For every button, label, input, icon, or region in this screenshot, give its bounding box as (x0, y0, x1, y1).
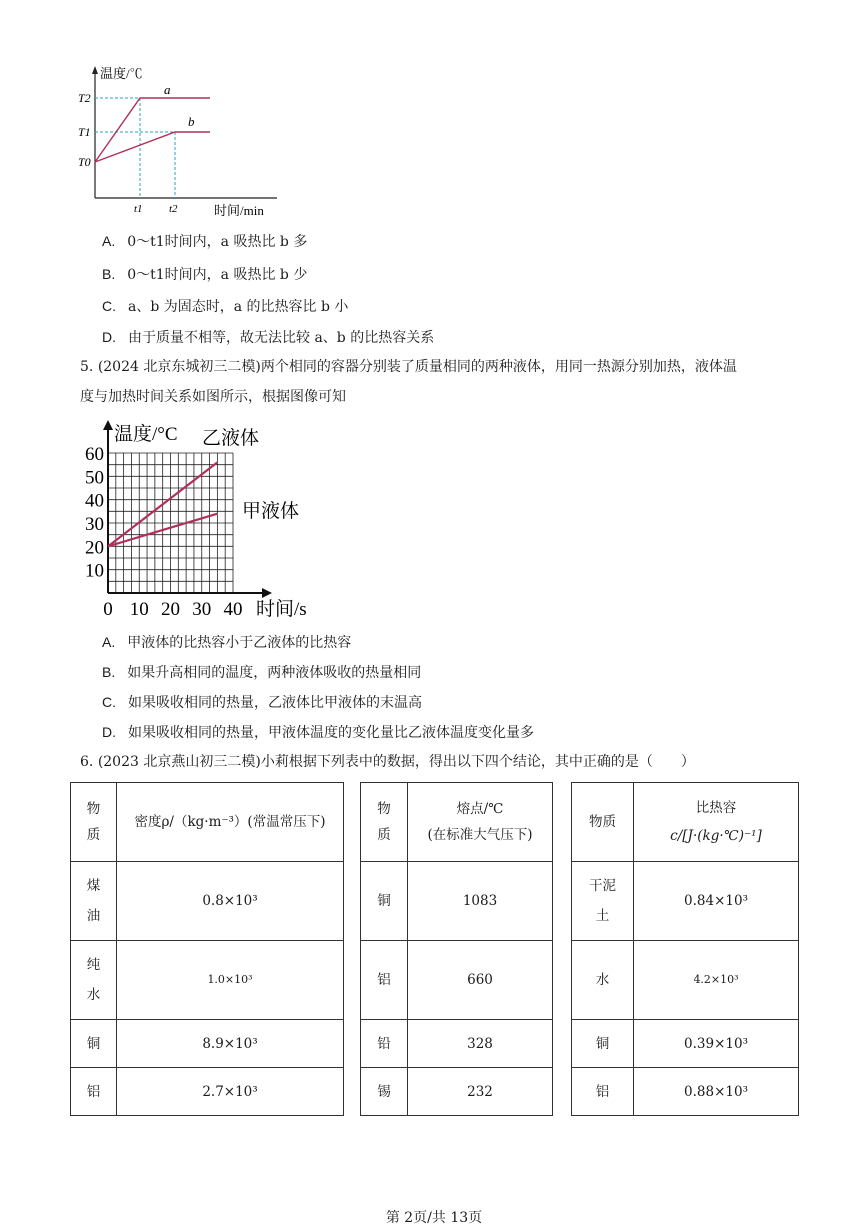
melting-value: 1083 (408, 862, 553, 941)
x-tick-label: 20 (161, 599, 180, 620)
specific-heat-value: 0.39×10³ (634, 1020, 799, 1068)
x-tick-label: 40 (223, 599, 243, 620)
y-axis-arrow (103, 420, 113, 430)
option-text: 由于质量不相等，故无法比较 a、b 的比热容关系 (128, 330, 435, 346)
y-tick-label: 40 (85, 490, 104, 512)
option-label: B. (102, 664, 116, 680)
header-density: 密度ρ/（kg·m⁻³）(常温常压下) (117, 783, 344, 862)
series-label-yi: 乙液体 (202, 428, 260, 449)
option-label: C. (102, 694, 116, 710)
q5-source: (2024 北京东城初三二模) (97, 359, 261, 375)
melting-value: 328 (408, 1020, 553, 1068)
melting-value: 660 (408, 941, 553, 1020)
x-axis-arrow (262, 588, 272, 598)
option-label: C. (102, 298, 116, 314)
density-value: 0.8×10³ (117, 862, 344, 941)
q4-option-d[interactable] (102, 328, 434, 347)
y-tick-label: 50 (85, 467, 104, 489)
q4-option-a[interactable] (102, 232, 307, 251)
option-label: D. (102, 724, 116, 740)
chart-grid (108, 453, 233, 593)
q6-stem (80, 753, 695, 771)
q5-text-2: 度与加热时间关系如图所示，根据图像可知 (80, 389, 346, 405)
series-label-jia: 甲液体 (242, 501, 300, 522)
substance-cell: 铜 (572, 1020, 634, 1068)
density-value: 2.7×10³ (117, 1068, 344, 1116)
xtick-t1: t1 (134, 203, 143, 215)
header-substance: 物质 (572, 783, 634, 862)
label-a: a (164, 82, 171, 97)
specific-heat-value: 0.88×10³ (634, 1068, 799, 1116)
q4-option-b[interactable] (102, 265, 307, 284)
ytick-t2: T2 (78, 91, 91, 105)
x-axis-label: 时间/s (256, 599, 307, 620)
substance-cell: 铝 (572, 1068, 634, 1116)
header-substance: 物 质 (71, 783, 117, 862)
q5-option-c[interactable] (102, 693, 422, 712)
option-text: 甲液体的比热容小于乙液体的比热容 (127, 635, 352, 651)
option-text: 如果升高相同的温度，两种液体吸收的热量相同 (127, 665, 422, 681)
substance-cell: 纯 水 (71, 941, 117, 1020)
x-tick-label: 10 (129, 599, 149, 620)
label-b: b (188, 114, 195, 129)
substance-cell: 铝 (71, 1068, 117, 1116)
chart-liquid-temperature (76, 420, 326, 620)
q5-text-1: 两个相同的容器分别装了质量相同的两种液体，用同一热源分别加热，液体温 (260, 359, 737, 375)
y-tick-label: 10 (85, 560, 104, 582)
q5-option-a[interactable] (102, 633, 351, 652)
q5-option-d[interactable] (102, 723, 534, 742)
substance-cell: 铜 (361, 862, 408, 941)
substance-cell: 锡 (361, 1068, 408, 1116)
header-specific-heat: 比热容 c/[J·(kg·℃)⁻¹] (634, 783, 799, 862)
density-table (70, 782, 344, 1116)
specific-heat-value: 4.2×10³ (634, 941, 799, 1020)
header-melting-point: 熔点/℃ (在标准大气压下) (408, 783, 553, 862)
option-text: 0～t1时间内，a 吸热比 b 少 (127, 267, 308, 283)
q4-option-c[interactable] (102, 297, 348, 316)
y-axis-label: 温度/℃ (100, 66, 143, 81)
y-tick-label: 60 (85, 444, 104, 465)
q5-stem-line1 (80, 358, 737, 376)
substance-cell: 铅 (361, 1020, 408, 1068)
x-tick-labels (103, 599, 242, 620)
substance-cell: 煤 油 (71, 862, 117, 941)
q5-option-b[interactable] (102, 663, 421, 682)
specific-heat-table (571, 782, 799, 1116)
xtick-t2: t2 (169, 203, 178, 215)
x-axis-label: 时间/min (214, 203, 264, 218)
specific-heat-value: 0.84×10³ (634, 862, 799, 941)
y-tick-label: 20 (85, 537, 104, 559)
melting-point-table (360, 782, 553, 1116)
line-a (95, 98, 210, 162)
q5-stem-line2 (80, 388, 346, 406)
q6-source: (2023 北京燕山初三二模) (97, 754, 261, 770)
chart-temperature-ab (72, 60, 292, 225)
x-tick-label: 0 (103, 599, 113, 620)
option-text: 如果吸收相同的热量，甲液体温度的变化量比乙液体温度变化量多 (128, 725, 534, 741)
page-footer: 第 2页/共 13页 (385, 1210, 483, 1226)
q6-number: 6. (80, 754, 94, 770)
y-tick-labels (85, 444, 104, 582)
option-text: 0～t1时间内，a 吸热比 b 多 (127, 234, 308, 250)
ytick-t0: T0 (78, 155, 91, 169)
y-axis-label: 温度/°C (114, 424, 178, 445)
substance-cell: 铝 (361, 941, 408, 1020)
q5-number: 5. (80, 359, 94, 375)
option-label: B. (102, 266, 116, 282)
substance-cell: 干泥 土 (572, 862, 634, 941)
option-label: D. (102, 329, 116, 345)
density-value: 1.0×10³ (117, 941, 344, 1020)
y-tick-label: 30 (85, 514, 104, 535)
option-text: a、b 为固态时，a 的比热容比 b 小 (128, 299, 349, 315)
x-tick-label: 30 (192, 599, 212, 620)
melting-value: 232 (408, 1068, 553, 1116)
option-text: 如果吸收相同的热量，乙液体比甲液体的末温高 (128, 695, 422, 711)
substance-cell: 水 (572, 941, 634, 1020)
density-value: 8.9×10³ (117, 1020, 344, 1068)
option-label: A. (102, 233, 116, 249)
q6-text: 小莉根据下列表中的数据，得出以下四个结论，其中正确的是（ ） (260, 754, 695, 770)
y-axis-arrow (92, 66, 98, 74)
header-substance: 物 质 (361, 783, 408, 862)
ytick-t1: T1 (78, 125, 91, 139)
substance-cell: 铜 (71, 1020, 117, 1068)
option-label: A. (102, 634, 116, 650)
